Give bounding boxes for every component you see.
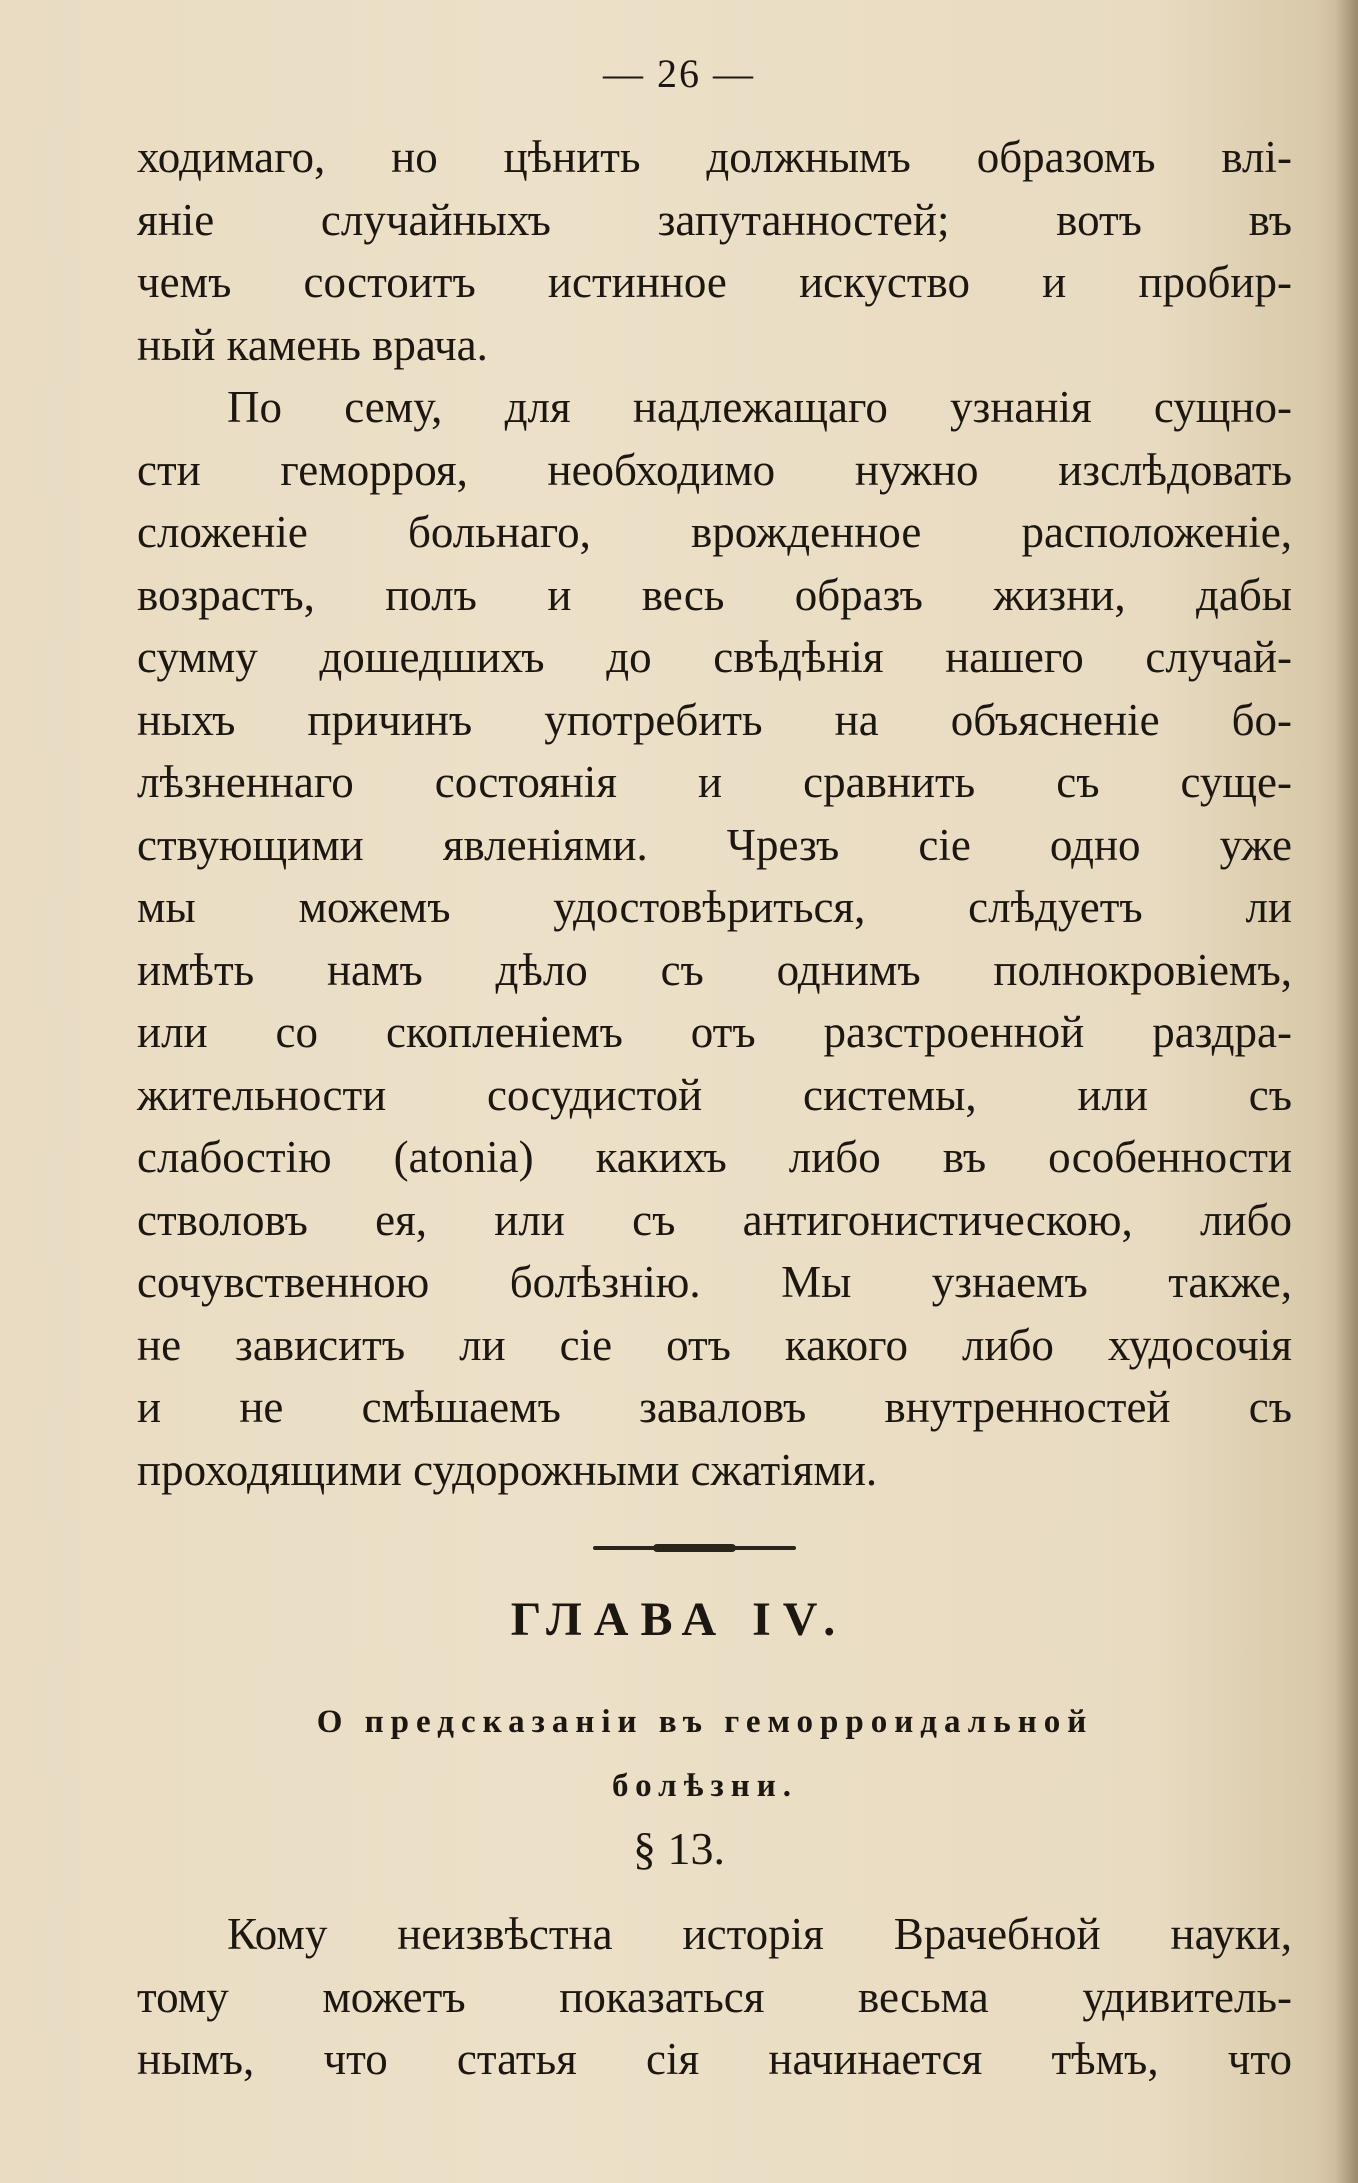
text-line: не зависитъ ли сіе отъ какого либо худосочія [137,1319,1292,1370]
text-line: стволовъ ея, или съ антигонистическою, либо [137,1194,1292,1245]
text-line: слабостію (atonia) какихъ либо въ особенности [137,1132,1292,1182]
paragraph [137,1903,1292,2091]
text-line: мы можемъ удостовѣриться, слѣдуетъ ли [137,882,1292,932]
text-line: яніе случайныхъ запутанностей; вотъ въ [137,194,1292,245]
text-line: имѣть намъ дѣло съ однимъ полнокровіемъ, [137,944,1292,995]
paragraph-continued [137,126,1292,376]
text-line: тому можетъ показаться весьма удивитель- [137,1971,1292,2022]
text-line: возрастъ, полъ и весь образъ жизни, дабы [137,569,1292,620]
paragraph [137,376,1292,1501]
chapter-subtitle-line: О предсказаніи въ геморроидальной [316,1704,1094,1740]
chapter-subtitle-line: болѣзни. [612,1768,798,1804]
text-line: жительности сосудистой системы, или съ [137,1069,1292,1120]
text-line: сочувственною болѣзнію. Мы узнаемъ также, [137,1257,1292,1307]
text-line: Кому неизвѣстна исторія Врачебной науки, [227,1909,1292,1959]
text-line: ходимаго, но цѣнить должнымъ образомъ влі- [137,132,1292,182]
text-line: проходящими судорожными сжатіями. [137,1444,878,1495]
text-line: и не смѣшаемъ заваловъ внутренностей съ [137,1382,1292,1432]
text-line: чемъ состоитъ истинное искуство и пробир- [137,257,1292,307]
text-line: ныхъ причинъ употребить на объясненіе бо- [137,694,1292,745]
section-divider [593,1546,796,1550]
text-line: ствующими явленіями. Чрезъ сіе одно уже [137,819,1292,870]
text-line: ный камень врача. [137,319,488,370]
text-line: лѣзненнаго состоянія и сравнить съ суще- [137,757,1292,807]
chapter-subtitle [150,1690,1260,1818]
text-line: По сему, для надлежащаго узнанія сущно- [227,382,1292,432]
section-heading: § 13. [633,1823,725,1874]
text-line: сумму дошедшихъ до свѣдѣнія нашего случай- [137,632,1292,682]
page-number: — 26 — [603,51,755,96]
text-line: нымъ, что статья сія начинается тѣмъ, что [137,2034,1292,2084]
text-line: сложеніе больнаго, врожденное расположеніе, [137,507,1292,557]
text-line: или со скопленіемъ отъ разстроенной раздра- [137,1007,1292,1057]
chapter-heading: ГЛАВА IV. [510,1593,848,1646]
text-line: сти геморроя, необходимо нужно изслѣдовать [137,444,1292,495]
